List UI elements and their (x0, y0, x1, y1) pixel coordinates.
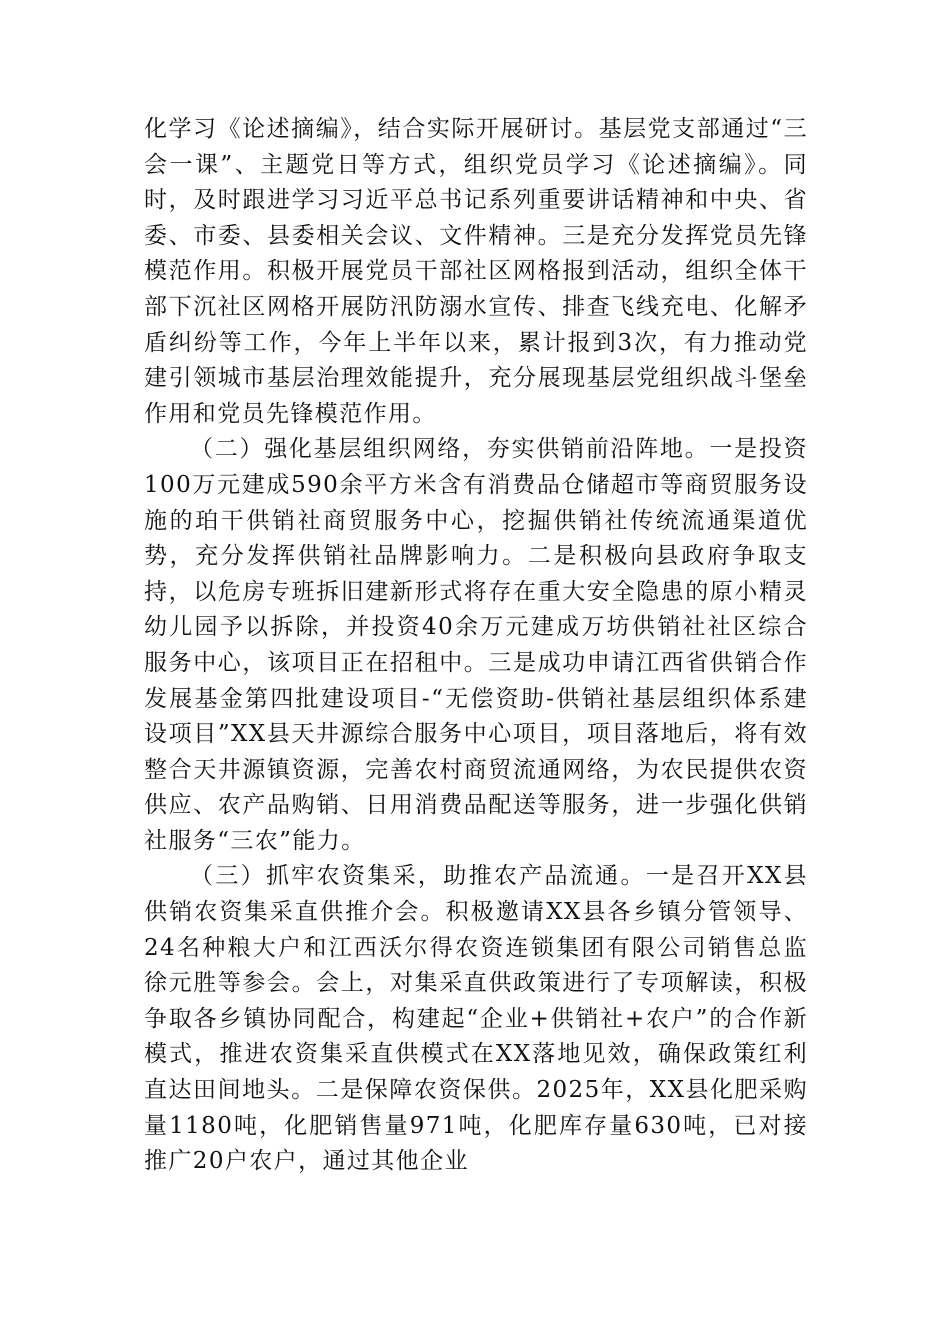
paragraph-continued: 化学习《论述摘编》，结合实际开展研讨。基层党支部通过“三会一课”、主题党日等方式，组织党员学习《论述摘编》。同时，及时跟进学习习近平总书记系列重要讲话精神和中央、省委、市委、县委相关会议、文件精神。三是充分发挥党员先锋模范作用。积极开展党员干部社区网格报到活动，组织全体干部下沉社区网格开展防汛防溺水宣传、排查飞线充电、化解矛盾纠纷等工作，今年上半年以来，累计报到3次，有力推动党建引领城市基层治理效能提升，充分展现基层党组织战斗堡垒作用和党员先锋模范作用。 (144, 116, 808, 427)
paragraph-section-2: （二）强化基层组织网络，夯实供销前沿阵地。一是投资100万元建成590余平方米含有消费品仓储超市等商贸服务设施的珀干供销社商贸服务中心，挖掘供销社传统流通渠道优势，充分发挥供销社品牌影响力。二是积极向县政府争取支持，以危房专班拆旧建新形式将存在重大安全隐患的原小精灵幼儿园予以拆除，并投资40余万元建成万坊供销社社区综合服务中心，该项目正在招租中。三是成功申请江西省供销合作发展基金第四批建设项目-“无偿资助-供销社基层组织体系建设项目”XX县天井源综合服务中心项目，项目落地后，将有效整合天井源镇资源，完善农村商贸流通网络，为农民提供农资供应、农产品购销、日用消费品配送等服务，进一步强化供销社服务“三农”能力。 (144, 436, 808, 854)
paragraph-section-3: （三）抓牢农资集采，助推农产品流通。一是召开XX县供销农资集采直供推介会。积极邀请XX县各乡镇分管领导、24名种粮大户和江西沃尔得农资连锁集团有限公司销售总监徐元胜等参会。会上，对集采直供政策进行了专项解读，积极争取各乡镇协同配合，构建起“企业+供销社+农户”的合作新模式，推进农资集采直供模式在XX落地见效，确保政策红利直达田间地头。二是保障农资保供。2025年，XX县化肥采购量1180吨，化肥销售量971吨，化肥库存量630吨，已对接推广20户农户，通过其他企业 (144, 863, 808, 1175)
document-body (144, 112, 808, 1180)
